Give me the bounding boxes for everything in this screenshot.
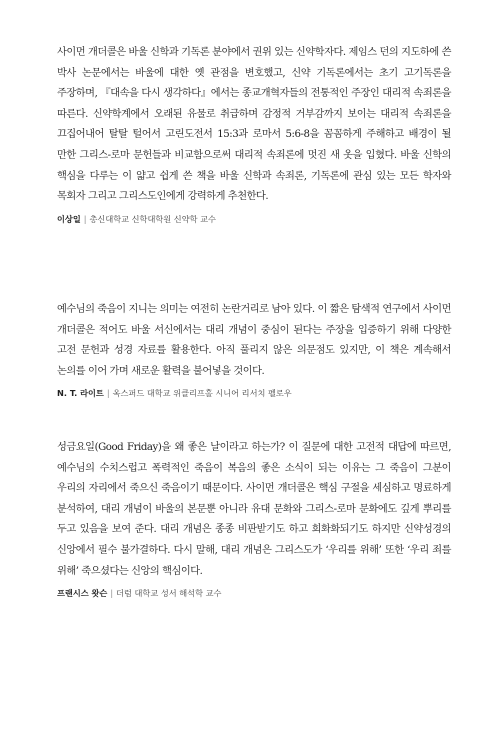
endorsement-quote: 성금요일(Good Friday)을 왜 좋은 날이라고 하는가? 이 질문에 대한 고전적 대답에 따르면, 예수님의 수치스럽고 폭력적인 죽음이 복음의 좋은 소식이 되는 이유는 그 죽음이 그분이 우리의 자리에서 죽으신 죽음이기 때문이다. 사이먼 개더콜은 핵심 구절을 세심하고 명료하게 분석하여, 대리 개념이 바울의 본문뿐 아니라 유대 문화와 그리스-로마 문화에도 깊게 뿌리를 두고 있음을 보여 준다. 대리 개념은 종종 비판받기도 하고 희화화되기도 하지만 신약성경의 신앙에서 필수 불가결하다. 다시 말해, 대리 개념은 그리스도가 ‘우리를 위해’ 또한 ‘우리 죄를 위해’ 죽으셨다는 신앙의 핵심이다. <box>57 442 451 577</box>
endorsement-3 <box>57 438 451 599</box>
endorsement-quote: 사이먼 개더콜은 바울 신학과 기독론 분야에서 권위 있는 신약학자다. 제임스 던의 지도하에 쓴 박사 논문에서는 바울에 대한 옛 관점을 변호했고, 신약 기독론에서는 초기 고기독론을 주장하며, 『대속을 다시 생각하다』에서는 종교개혁자들의 전통적인 주장인 대리적 속죄론을 따른다. 신약학계에서 오래된 유물로 취급하며 감정적 거부감까지 보이는 대리적 속죄론을 끄집어내어 탈탈 털어서 고린도전서 15:3과 로마서 5:6-8을 꼼꼼하게 주해하고 배경이 될 만한 그리스-로마 문헌들과 비교함으로써 대리적 속죄론에 멋진 새 옷을 입혔다. 바울 신학의 핵심을 다루는 이 얇고 쉽게 쓴 책을 바울 신학과 속죄론, 기독론에 관심 있는 모든 학자와 목회자 그리고 그리스도인에게 강력하게 추천한다. <box>57 47 451 203</box>
endorsement-quote: 예수님의 죽음이 지니는 의미는 여전히 논란거리로 남아 있다. 이 짧은 탐색적 연구에서 사이먼 개더콜은 적어도 바울 서신에서는 대리 개념이 중심이 된다는 주장을 입증하기 위해 다양한 고전 문헌과 성경 자료를 활용한다. 아직 풀리지 않은 의문점도 있지만, 이 책은 계속해서 논의를 이어 가며 새로운 활력을 불어넣을 것이다. <box>57 304 451 377</box>
endorser-role: 총신대학교 신학대학원 신약학 교수 <box>89 213 216 224</box>
attribution-divider: | <box>110 588 114 599</box>
attribution-divider: | <box>83 213 87 224</box>
endorser-name: N. T. 라이트 <box>57 388 104 399</box>
endorser-name: 프랜시스 왓슨 <box>57 588 108 599</box>
endorsement-1 <box>57 43 451 225</box>
endorsement-attribution <box>57 213 451 225</box>
endorser-role: 옥스퍼드 대학교 위클리프홀 시니어 리서치 펠로우 <box>112 388 292 399</box>
endorser-role: 더럼 대학교 성서 해석학 교수 <box>116 588 222 599</box>
endorsement-attribution <box>57 587 451 599</box>
endorsement-2 <box>57 300 451 399</box>
endorsement-attribution <box>57 387 451 399</box>
attribution-divider: | <box>106 388 110 399</box>
endorser-name: 이상일 <box>57 213 81 224</box>
